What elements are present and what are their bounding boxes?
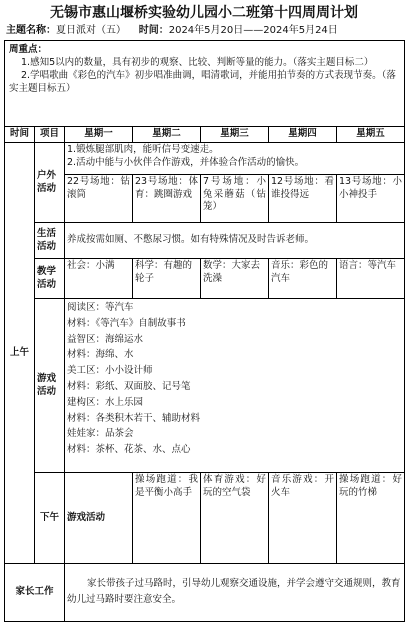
outdoor-monday: 22号场地：钻滚筒: [65, 175, 133, 223]
afternoon-thursday: 操场跑道：好玩的竹梯: [337, 473, 405, 564]
morning-label: 上午: [5, 143, 35, 564]
header-friday: 星期五: [337, 127, 405, 143]
outdoor-goal: 1.锻炼腿部肌肉，能听信号变速走。: [67, 144, 219, 155]
header-time: 时间: [5, 127, 35, 143]
teaching-friday: 语言：等汽车: [337, 259, 405, 299]
teaching-label: 教学活动: [35, 259, 65, 299]
teaching-tuesday: 科学：有趣的轮子: [133, 259, 201, 299]
time-value: 2024年5月20日——2024年5月24日: [168, 25, 338, 36]
games-content: [65, 299, 405, 473]
focus-item: 2.学唱歌曲《彩色的汽车》初步唱准曲调，唱清歌词，并能用拍节奏的方式表现节奏。（落实主题目标五）: [9, 70, 396, 94]
header-monday: 星期一: [65, 127, 133, 143]
header-wednesday: 星期三: [201, 127, 269, 143]
outdoor-goal: 2.活动中能与小伙伴合作游戏，并体验合作活动的愉快。: [67, 156, 305, 168]
games-line: 材料：茶杯、花茶、水、点心: [67, 444, 191, 456]
outdoor-thursday: 12号场地：看谁投得远: [269, 175, 337, 223]
games-line: 益智区：海绵运水: [67, 333, 144, 345]
parent-work-content: 家长带孩子过马路时，引导幼儿观察交通设施，并学会遵守交通规则，教育幼儿过马路时要注意安全。: [65, 563, 405, 621]
theme-label: 主题名称：: [6, 25, 56, 36]
weekly-plan-table: [4, 40, 405, 622]
week-focus: [5, 41, 405, 127]
theme-value: 夏日派对（五）: [56, 25, 126, 36]
afternoon-tuesday: 体育游戏：好玩的空气袋: [201, 473, 269, 564]
afternoon-wednesday: 音乐游戏：开火车: [269, 473, 337, 564]
teaching-wednesday: 数学：大家去洗澡: [201, 259, 269, 299]
page-title: 无锡市惠山堰桥实验幼儿园小二班第十四周周计划: [50, 5, 358, 21]
games-label: 游戏活动: [35, 299, 65, 473]
focus-heading: 周重点：: [9, 44, 48, 55]
header-tuesday: 星期二: [133, 127, 201, 143]
outdoor-wednesday: 7号场地：小兔采蘑菇（钻笼）: [201, 175, 269, 223]
games-line: 材料：《等汽车》自制故事书: [67, 317, 186, 329]
games-line: 建构区：水上乐园: [67, 396, 144, 408]
outdoor-general: [65, 143, 405, 175]
games-line: 材料：各类积木若干、辅助材料: [67, 412, 201, 424]
games-line: 材料：海绵、水: [67, 349, 134, 361]
header-item: 项目: [35, 127, 65, 143]
outdoor-label: 户外活动: [35, 143, 65, 223]
life-label: 生活活动: [35, 223, 65, 259]
header-thursday: 星期四: [269, 127, 337, 143]
life-content: 养成按需如厕、不憋尿习惯。如有特殊情况及时告诉老师。: [65, 223, 405, 259]
parent-work-label: 家长工作: [5, 563, 65, 621]
outdoor-tuesday: 23号场地：体育：跳圈游戏: [133, 175, 201, 223]
teaching-monday: 社会：小满: [65, 259, 133, 299]
afternoon-games-label: 游戏活动: [65, 473, 133, 564]
time-label: 时间：: [138, 25, 169, 36]
teaching-thursday: 音乐：彩色的汽车: [269, 259, 337, 299]
outdoor-friday: 13号场地：小小神投手: [337, 175, 405, 223]
header-row: [5, 127, 405, 143]
games-line: 材料：彩纸、双面胶、记号笔: [67, 380, 191, 392]
games-line: 美工区：小小设计师: [67, 365, 153, 377]
afternoon-monday: 操场跑道：我是平衡小高手: [133, 473, 201, 564]
subtitle: [6, 24, 404, 38]
games-line: 娃娃家：品茶会: [67, 428, 134, 440]
focus-item: 1.感知5以内的数量，具有初步的观察、比较、判断等量的能力。（落实主题目标二）: [21, 57, 374, 68]
afternoon-label: 下午: [35, 473, 65, 564]
games-line: 阅读区：等汽车: [67, 302, 134, 313]
